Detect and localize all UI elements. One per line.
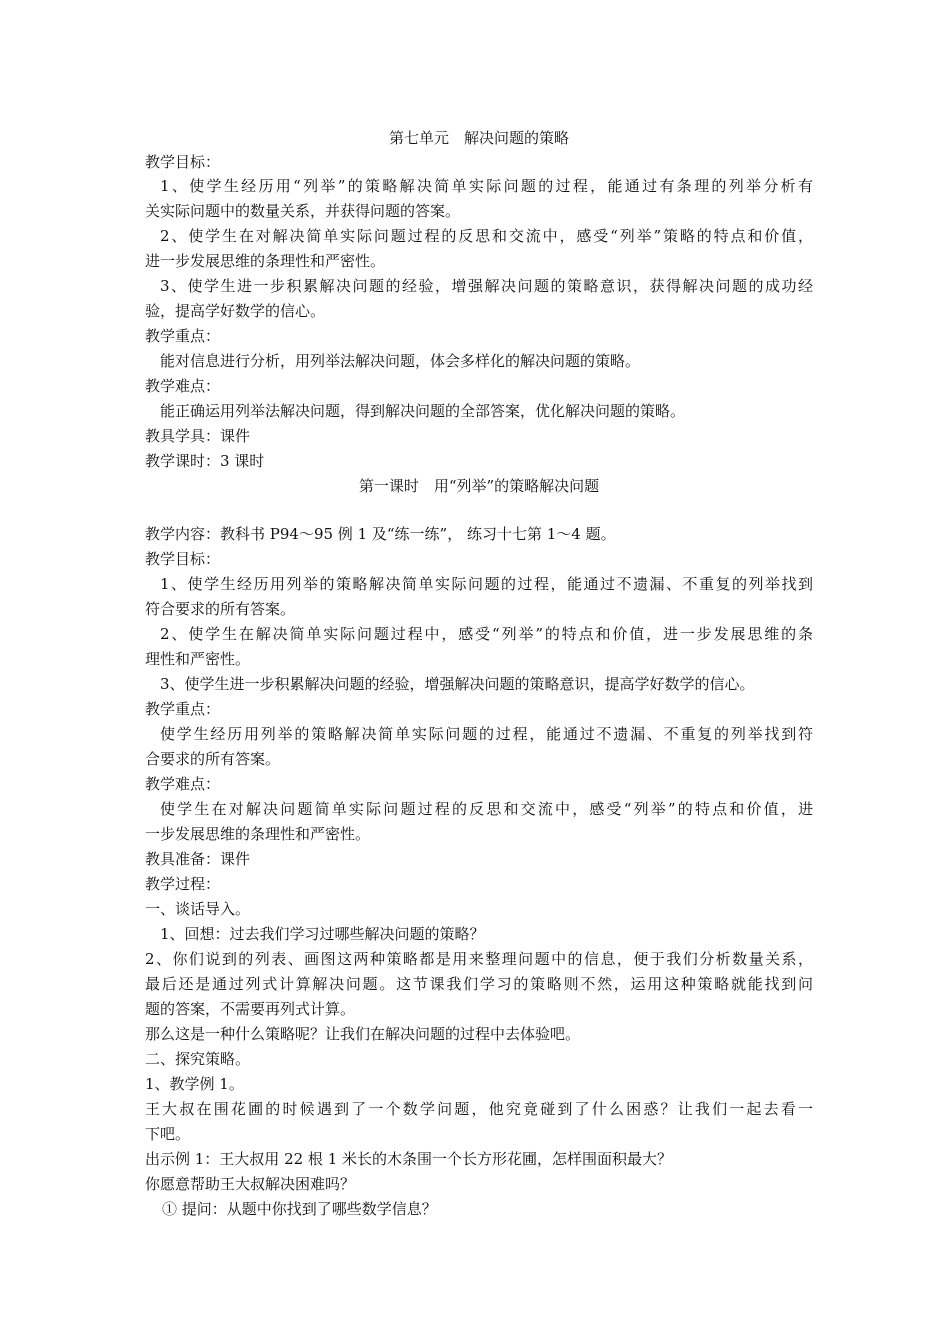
goal-3-line-2: 验，提高学好数学的信心。 <box>145 302 326 320</box>
example-prompt-1: ① 提问：从题中你找到了哪些数学信息？ <box>162 1200 437 1218</box>
difficulty-text: 能正确运用列举法解决问题，得到解决问题的全部答案，优化解决问题的策略。 <box>160 402 686 420</box>
goal-heading: 教学目标： <box>145 153 221 171</box>
lesson-tools-line: 教具准备：课件 <box>145 850 251 868</box>
lesson-goal-1-line-2: 符合要求的所有答案。 <box>145 600 296 618</box>
example-help-question: 你愿意帮助王大叔解决困难吗？ <box>145 1175 356 1193</box>
goal-3-line-1: 3、使学生进一步积累解决问题的经验，增强解决问题的策略意识，获得解决问题的成功经 <box>160 277 813 295</box>
tools-line: 教具学具：课件 <box>145 427 251 445</box>
example-1-problem: 出示例 1：王大叔用 22 根 1 米长的木条围一个长方形花圃，怎样围面积最大？ <box>145 1150 673 1168</box>
section-1-question-2-line-3: 题的答案，不需要再列式计算。 <box>145 1000 356 1018</box>
goal-2-line-1: 2、使学生在对解决简单实际问题过程的反思和交流中，感受“列举”策略的特点和价值， <box>160 227 813 245</box>
lesson-goal-2-line-1: 2、使学生在解决简单实际问题过程中，感受“列举”的特点和价值，进一步发展思维的条 <box>160 625 813 643</box>
hours-line: 教学课时：3 课时 <box>145 452 265 470</box>
section-1-question-3: 那么这是一种什么策略呢？让我们在解决问题的过程中去体验吧。 <box>145 1025 581 1043</box>
process-heading: 教学过程： <box>145 875 221 893</box>
lesson-key-heading: 教学重点： <box>145 700 221 718</box>
goal-1-line-2: 关实际问题中的数量关系，并获得问题的答案。 <box>145 202 461 220</box>
lesson-key-line-2: 合要求的所有答案。 <box>145 750 281 768</box>
lesson-difficulty-line-1: 使学生在对解决问题简单实际问题过程的反思和交流中，感受“列举”的特点和价值，进 <box>160 800 813 818</box>
example-intro-line-2: 下吧。 <box>145 1125 191 1143</box>
goal-2-line-2: 进一步发展思维的条理性和严密性。 <box>145 252 386 270</box>
key-heading: 教学重点： <box>145 327 221 345</box>
unit-title: 第七单元 解决问题的策略 <box>388 129 569 147</box>
lesson-difficulty-heading: 教学难点： <box>145 775 221 793</box>
lesson-goal-2-line-2: 理性和严密性。 <box>145 650 251 668</box>
example-1-heading: 1、教学例 1。 <box>145 1075 244 1093</box>
section-1-question-2-line-2: 最后还是通过列式计算解决问题。这节课我们学习的策略则不然，运用这种策略就能找到问 <box>145 975 813 993</box>
difficulty-heading: 教学难点： <box>145 377 221 395</box>
lesson-difficulty-line-2: 一步发展思维的条理性和严密性。 <box>145 825 371 843</box>
section-1-question-2-line-1: 2、你们说到的列表、画图这两种策略都是用来整理问题中的信息，便于我们分析数量关系， <box>145 950 813 968</box>
lesson-title: 第一课时 用“列举”的策略解决问题 <box>358 477 600 495</box>
section-2-heading: 二、探究策略。 <box>145 1050 251 1068</box>
lesson-key-line-1: 使学生经历用列举的策略解决简单实际问题的过程，能通过不遗漏、不重复的列举找到符 <box>160 725 813 743</box>
lesson-goal-heading: 教学目标： <box>145 550 221 568</box>
lesson-goal-1-line-1: 1、使学生经历用列举的策略解决简单实际问题的过程，能通过不遗漏、不重复的列举找到 <box>160 575 813 593</box>
goal-1-line-1: 1、使学生经历用“列举”的策略解决简单实际问题的过程，能通过有条理的列举分析有 <box>160 177 813 195</box>
example-intro-line-1: 王大叔在围花圃的时候遇到了一个数学问题，他究竟碰到了什么困惑？让我们一起去看一 <box>145 1100 813 1118</box>
section-1-heading: 一、谈话导入。 <box>145 900 251 918</box>
lesson-goal-3: 3、使学生进一步积累解决问题的经验，增强解决问题的策略意识，提高学好数学的信心。 <box>160 675 755 693</box>
key-text: 能对信息进行分析，用列举法解决问题，体会多样化的解决问题的策略。 <box>160 352 641 370</box>
section-1-question-1: 1、回想：过去我们学习过哪些解决问题的策略？ <box>160 925 485 943</box>
content-line: 教学内容：教科书 P94～95 例 1 及“练一练”， 练习十七第 1～4 题。 <box>145 525 616 543</box>
